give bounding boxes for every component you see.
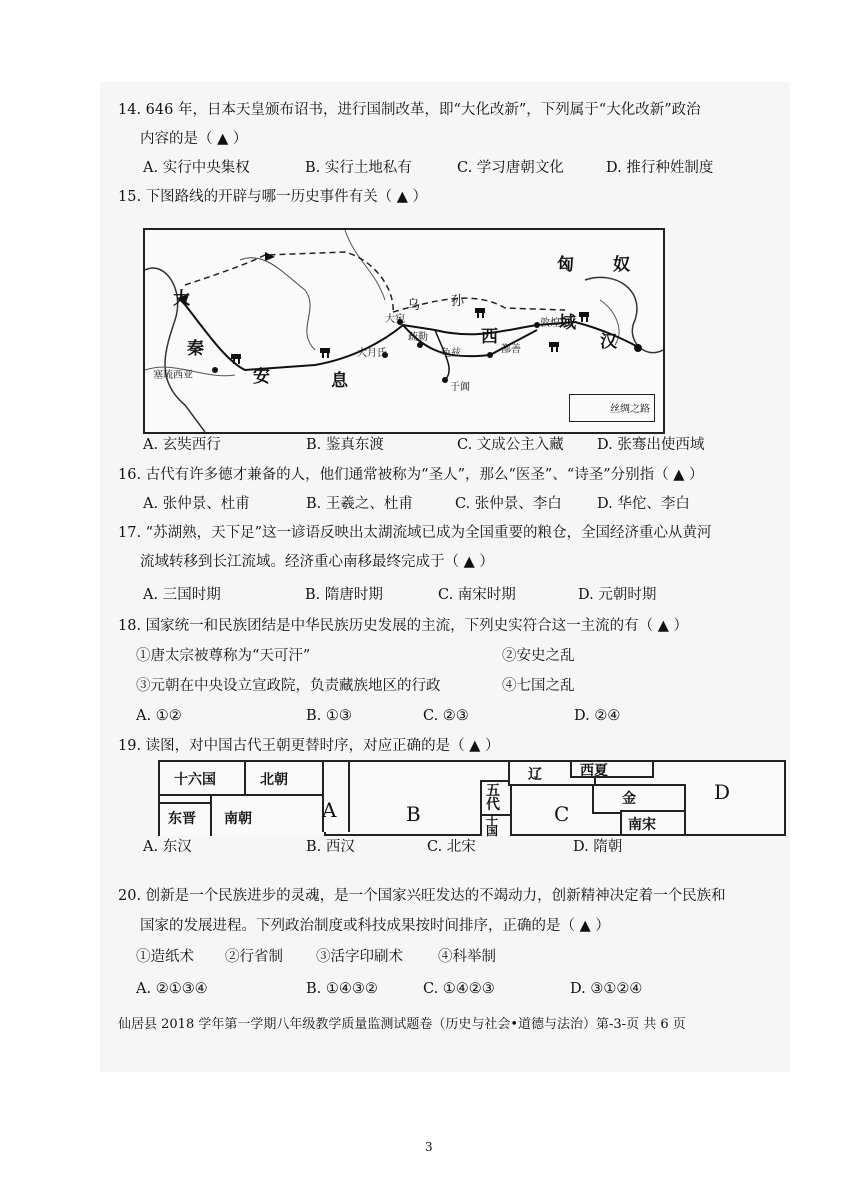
- tl-b: B: [406, 802, 421, 826]
- tl-shiliuguo: 十六国: [174, 772, 216, 788]
- map-label-xiongnu-1: 匈: [557, 255, 574, 275]
- tl-nanchao: 南朝: [224, 811, 252, 827]
- legend-silk-road: 丝绸之路: [610, 404, 650, 415]
- tl-xixia: 西夏: [580, 763, 608, 779]
- tl-c: C: [554, 802, 570, 826]
- tl-shiguo-2: 国: [486, 824, 499, 838]
- tl-beichao: 北朝: [260, 772, 288, 788]
- map-label-xi: 西: [481, 327, 498, 347]
- tl-d: D: [714, 780, 731, 804]
- question-16-line-1: 16. 古代有许多德才兼备的人，他们通常被称为“圣人”，那么“医圣”、“诗圣”分别指（ ▲ ）: [118, 467, 704, 483]
- tl-wudai-2: 代: [486, 797, 500, 813]
- q17-option-d: D. 元朝时期: [578, 587, 657, 603]
- tl-jin: 金: [622, 791, 636, 807]
- map-label-da: 大: [173, 289, 190, 309]
- q17-option-b: B. 隋唐时期: [305, 587, 383, 603]
- q19-option-d: D. 隋朝: [573, 839, 623, 855]
- q14-option-a: A. 实行中央集权: [143, 160, 250, 176]
- q18-option-a: A. ①②: [136, 708, 182, 724]
- map-label-qin: 秦: [187, 339, 204, 359]
- question-20-line-1: 20. 创新是一个民族进步的灵魂，是一个国家兴旺发达的不竭动力，创新精神决定着一个民族和: [118, 888, 726, 904]
- q19-option-c: C. 北宋: [427, 839, 476, 855]
- q20-item-1: ①造纸术: [136, 949, 194, 965]
- map-label-qiuci: 龟兹: [441, 348, 461, 359]
- map-legend: [569, 394, 655, 422]
- q16-option-a: A. 张仲景、杜甫: [143, 496, 250, 512]
- silk-road-map: [143, 228, 665, 434]
- q19-option-a: A. 东汉: [143, 839, 192, 855]
- q17-option-a: A. 三国时期: [143, 587, 221, 603]
- q18-option-d: D. ②④: [574, 708, 621, 724]
- page-number: 3: [425, 1140, 433, 1154]
- question-18-line-1: 18. 国家统一和民族团结是中华民族历史发展的主流，下列史实符合这一主流的有（ ▲ ）: [118, 618, 689, 634]
- q15-option-d: D. 张骞出使西域: [597, 437, 705, 453]
- question-14-line-2: 内容的是（ ▲ ）: [140, 131, 248, 147]
- q16-option-d: D. 华佗、李白: [597, 496, 690, 512]
- q20-item-2: ②行省制: [225, 949, 283, 965]
- q18-item-3: ③元朝在中央设立宣政院，负责藏族地区的行政: [136, 678, 441, 694]
- q18-item-2: ②安史之乱: [502, 648, 575, 664]
- q18-option-b: B. ①③: [306, 708, 352, 724]
- q20-option-d: D. ③①②④: [570, 981, 643, 997]
- tl-dongjin: 东晋: [168, 811, 196, 827]
- map-label-an: 安: [253, 367, 270, 387]
- map-label-xiongnu-2: 奴: [613, 255, 630, 275]
- map-label-yu: 域: [559, 313, 576, 333]
- q16-option-b: B. 王羲之、杜甫: [306, 496, 413, 512]
- q14-option-d: D. 推行种姓制度: [606, 160, 714, 176]
- q16-option-c: C. 张仲景、李白: [455, 496, 562, 512]
- map-label-han: 汉: [600, 332, 617, 352]
- map-label-xi-2: 息: [331, 371, 348, 391]
- map-label-shule: 疏勒: [408, 332, 428, 343]
- map-label-dunhuang: 敦煌: [540, 318, 560, 329]
- exam-footer: 仙居县 2018 学年第一学期八年级教学质量监测试题卷（历史与社会•道德与法治）第-3-页 共 6 页: [118, 1017, 686, 1032]
- q15-option-c: C. 文成公主入藏: [457, 437, 564, 453]
- question-19-line-1: 19. 读图，对中国古代王朝更替时序，对应正确的是（ ▲ ）: [118, 738, 500, 754]
- q17-option-c: C. 南宋时期: [438, 587, 516, 603]
- q18-item-1: ①唐太宗被尊称为“天可汗”: [136, 648, 311, 664]
- map-label-dayuan: 大宛: [385, 314, 405, 325]
- map-label-wusun-1: 乌: [407, 298, 421, 313]
- q20-item-4: ④科举制: [438, 949, 496, 965]
- question-15-line-1: 15. 下图路线的开辟与哪一历史事件有关（ ▲ ）: [118, 189, 428, 205]
- tl-wudai-1: 五: [486, 783, 500, 799]
- map-label-shanshan: 鄯善: [501, 344, 521, 355]
- map-label-yutian: 于阗: [450, 382, 470, 393]
- q20-item-3: ③活字印刷术: [316, 949, 403, 965]
- q15-option-a: A. 玄奘西行: [143, 437, 221, 453]
- tl-shiguo-1: 十: [486, 814, 499, 828]
- question-17-line-2: 流域转移到长江流域。经济重心南移最终完成于（ ▲ ）: [140, 554, 494, 570]
- q14-option-b: B. 实行土地私有: [305, 160, 412, 176]
- q18-item-4: ④七国之乱: [502, 678, 575, 694]
- question-20-line-2: 国家的发展进程。下列政治制度或科技成果按时间排序，正确的是（ ▲ ）: [140, 918, 610, 934]
- q18-option-c: C. ②③: [423, 708, 469, 724]
- q15-option-b: B. 鉴真东渡: [306, 437, 384, 453]
- q20-option-b: B. ①④③②: [306, 981, 378, 997]
- tl-liao: 辽: [528, 767, 542, 783]
- tl-nansong: 南宋: [628, 817, 656, 833]
- map-label-wusun-2: 孙: [451, 294, 465, 309]
- q20-option-a: A. ②①③④: [136, 981, 208, 997]
- q14-option-c: C. 学习唐朝文化: [457, 160, 564, 176]
- map-label-seleucia: 塞琉西亚: [153, 370, 193, 381]
- tl-a: A: [322, 798, 337, 822]
- question-14-line-1: 14. 646 年，日本天皇颁布诏书，进行国制改革，即“大化改新”，下列属于“大化改新”政治: [118, 102, 701, 118]
- q19-option-b: B. 西汉: [306, 839, 355, 855]
- question-17-line-1: 17. “苏湖熟，天下足”这一谚语反映出太湖流域已成为全国重要的粮仓，全国经济重心从黄河: [118, 525, 712, 541]
- dynasty-timeline: [158, 760, 786, 836]
- q20-option-c: C. ①④②③: [423, 981, 495, 997]
- map-label-yuezhi: 大月氏: [357, 348, 387, 359]
